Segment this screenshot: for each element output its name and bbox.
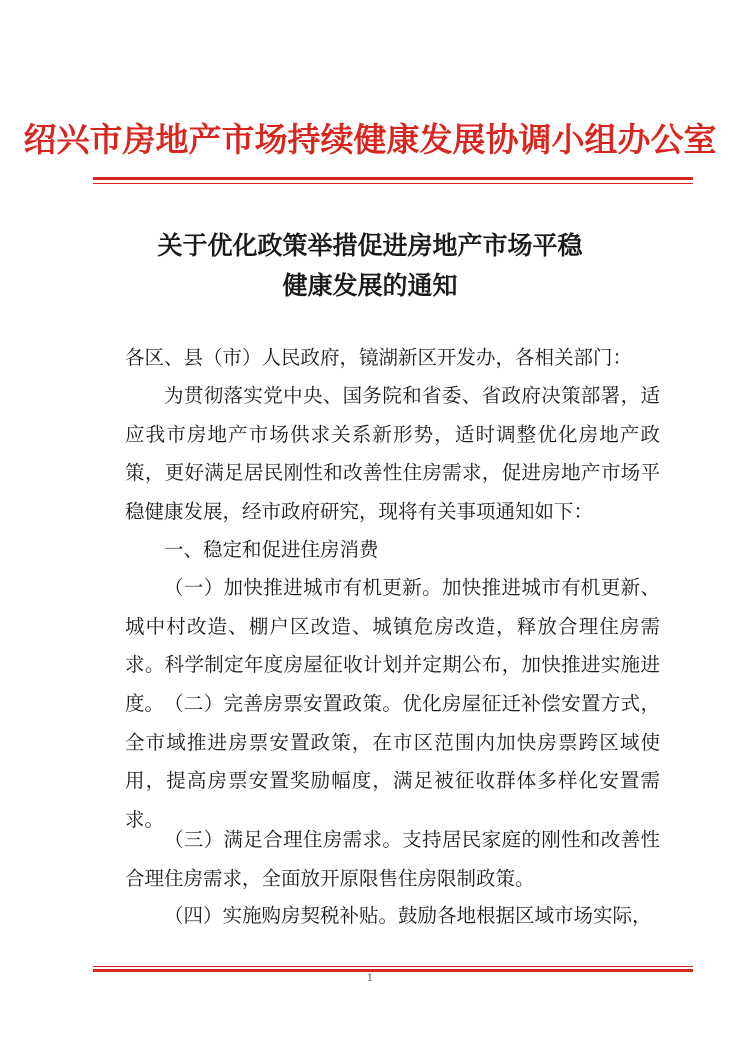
footer-red-rule-thick [93,969,693,972]
item-4-paragraph [125,897,660,936]
page-number: 1 [366,973,374,984]
item-1-text: 加快推进城市有机更新、城中村改造、棚户区改造、城镇危房改造，释放合理住房需求。科学制定年度房屋征收计划并定期公布，加快推进实施进度。 [125,576,660,715]
item-3-paragraph [125,821,660,898]
item-1-title: （一）加快推进城市有机更新。 [164,576,442,599]
issuing-organization-header: 绍兴市房地产市场持续健康发展协调小组办公室 [23,120,717,159]
footer-red-rule-thin [93,966,693,967]
document-title-line2: 健康发展的通知 [282,271,458,300]
section-1-heading: 一、稳定和促进住房消费 [164,538,379,561]
item-3-text: 支持居民家庭的刚性和改善性合理住房需求，全面放开原限售住房限制政策。 [125,828,660,890]
item-2-paragraph [125,685,660,839]
header-red-rule-thin [93,183,693,184]
intro-paragraph: 为贯彻落实党中央、国务院和省委、省政府决策部署，适应我市房地产市场供求关系新形势，适时调整优化房地产政策，更好满足居民刚性和改善性住房需求，促进房地产市场平稳健康发展，经市政府研究，现将有关事项通知如下： [125,384,660,523]
document-title-line1: 关于优化政策举措促进房地产市场平稳 [157,231,583,260]
item-4-title: （四）实施购房契税补贴。 [164,904,399,927]
item-2-title: （二）完善房票安置政策。 [164,692,403,715]
item-3-title: （三）满足合理住房需求。 [164,828,403,851]
addressee-line: 各区、县（市）人民政府，镜湖新区开发办，各相关部门： [125,346,633,369]
header-red-rule-thick [93,177,693,180]
item-2-text: 优化房屋征迁补偿安置方式，全市域推进房票安置政策，在市区范围内加快房票跨区域使用，提高房票安置奖励幅度，满足被征收群体多样化安置需求。 [125,692,660,831]
item-4-text: 鼓励各地根据区域市场实际， [398,904,652,927]
